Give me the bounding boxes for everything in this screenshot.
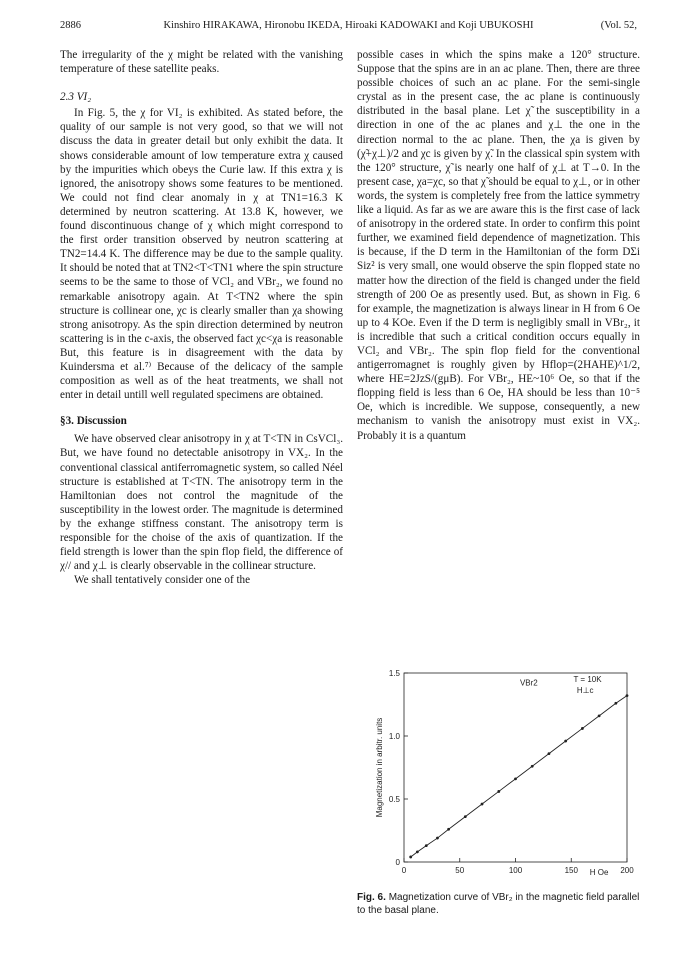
- data-point: [425, 844, 428, 847]
- y-tick-label: 0.5: [388, 795, 400, 804]
- left-paragraph-2: In Fig. 5, the χ for VI₂ is exhibited. As stated before, the quality of our sample is not very good, so that we will not discuss the data in greater detail but only exhibit the data. It shows considerable amount of low temperature extra χ caused by the impurities which obeys the Curie law. If this extra χ is ignored, the anisotropy shows some features to be mentioned. We could not find clear anomaly in χ at TN1=16.3 K determined by neutron scattering. At 13.8 K, however, we found discontinuous change of χ which might correspond to the first order transition observed by neutron scattering at TN2=14.4 K. The difference may be due to the sample quality. It should be noted that at TN2<T<TN1 where the spin structure seems to be the same to those of VCl₂ and VBr₂, we found no remarkable anisotropy again. At T<TN2 where the spin structure is collinear one, χc is clearly smaller than χa showing strong anisotropy. As the spin direction determined by neutron scattering is in the c-axis, the observed fact χc<χa is reasonable But, this feature is in disagreement with the data by Kuindersma et al.⁷⁾ Because of the delicacy of the sample composition as well as of the heat treatments, we shall not enter in detail untill well regulated specimens are obtained.: [60, 107, 343, 402]
- plot-frame: [404, 673, 627, 862]
- legend-temperature: T = 10K: [573, 674, 602, 684]
- x-tick-label: 150: [564, 866, 578, 875]
- y-tick-label: 1.0: [388, 732, 400, 741]
- figure-6: [357, 660, 640, 905]
- running-authors: Kinshiro HIRAKAWA, Hironobu IKEDA, Hiroaki KADOWAKI and Koji UBUKOSHI: [163, 20, 534, 31]
- page-number: 2886: [60, 20, 81, 31]
- data-point: [481, 803, 484, 806]
- x-tick-label: 50: [455, 866, 465, 875]
- data-point: [436, 837, 439, 840]
- caption-text: Magnetization curve of VBr₂ in the magnetic field parallel to the basal plane.: [357, 892, 640, 916]
- data-point: [409, 856, 412, 859]
- figure-caption: [357, 892, 640, 917]
- data-point: [581, 727, 584, 730]
- data-point: [514, 777, 517, 780]
- caption-label: Fig. 6.: [357, 892, 386, 903]
- section-title: §3. Discussion: [60, 415, 127, 428]
- right-column: [357, 48, 640, 443]
- data-point: [598, 714, 601, 717]
- right-paragraph-1: possible cases in which the spins make a 120° structure. Suppose that the spins are in an ac plane. Then, there are three possible choices of such an ac plane. For the semi-single crystal as in the present case, the ac plane is continuously distributed in the basal plane. Let χ̃ the susceptibility in a direction in one of the ac planes and χ⊥ the one in the direction normal to the ac plane. Then, the χa is given by (χ̃+χ⊥)/2 and χc is given by χ̃. In the classical spin system with the 120° structure, χ̃ is nearly one half of χ⊥ at T→0. In the present case, χa=χc, so that χ̃ should be equal to χ⊥, or in other words, the system is completely free from the lattice symmetry like a liquid. As far as we are aware this is the first case of lack of anisotropy in the ordered state. In order to confirm this point further, we examined field dependence of magnetization. This is because, if the D term in the Hamiltonian of the form DΣi Siz² is very small, one would observe the spin flopped state no matter how the direction of the field is changed under the field strength of 200 Oe as presently used. But, as shown in Fig. 6 for example, the magnetization is always linear in H from 6 Oe up to 4 KOe. Even if the D term is negligibly small in VBr₂, it is incredible that such a critical condition occurs equally in VCl₂ and VBr₂. The spin flop field for the conventional antigerromagnet is roughly given by Hflop=(2HAHE)^1/2, where HE=2JzS/(gμB). For VBr₂, HE~10⁶ Oe, so that if the flopping field is less than 6 Oe, HA should be less than 10⁻⁵ Oe, which is incredible. We suppose, consequently, a new mechanism to vanish the anisotropy must exist in VX₂. Probably it is a quantum: [357, 49, 640, 442]
- y-tick-label: 0: [395, 858, 400, 867]
- magnetization-chart: [357, 660, 640, 892]
- y-axis-label: Magnetization in arbitr. units: [375, 717, 384, 818]
- left-paragraph-3: We have observed clear anisotropy in χ at T<TN in CsVCl₃. But, we have found no detectable anisotropy in VX₂. In the conventional classical antiferromagnetic system, so called Néel structure is established at T<TN. The anisotropy term in the Hamiltonian does not control the magnitude of the susceptibility in the lowest order. The magnitude is determined by the exhange stiffness constant. The anisotropy term is responsible for the choise of the axis of quantization. If the field strength is lower than the spin flop field, the difference of χ// and χ⊥ is clearly observable in the collinear structure.: [60, 433, 343, 573]
- data-point: [548, 752, 551, 755]
- left-paragraph-4: We shall tentatively consider one of the: [74, 574, 251, 587]
- subsection-title: 2.3 VI₂: [60, 91, 92, 104]
- x-tick-label: 0: [401, 866, 407, 875]
- data-point: [416, 851, 419, 854]
- left-column: [60, 48, 343, 587]
- data-point: [614, 702, 617, 705]
- data-point: [531, 765, 534, 768]
- legend-field-direction: H⊥c: [576, 686, 594, 696]
- data-point: [564, 740, 567, 743]
- magnetization-line: [411, 696, 627, 857]
- legend-sample: VBr2: [519, 678, 538, 688]
- volume-label: (Vol. 52,: [600, 20, 637, 31]
- data-point: [447, 828, 450, 831]
- data-point: [626, 694, 629, 697]
- x-tick-label: 200: [620, 866, 634, 875]
- page-header: [60, 20, 637, 36]
- data-point: [464, 815, 467, 818]
- x-axis-label: H Oe: [589, 868, 609, 877]
- left-paragraph-1: The irregularity of the χ might be related with the vanishing temperature of these satellite peaks.: [60, 49, 343, 76]
- data-point: [497, 790, 500, 793]
- x-tick-label: 100: [508, 866, 523, 875]
- y-tick-label: 1.5: [388, 669, 400, 678]
